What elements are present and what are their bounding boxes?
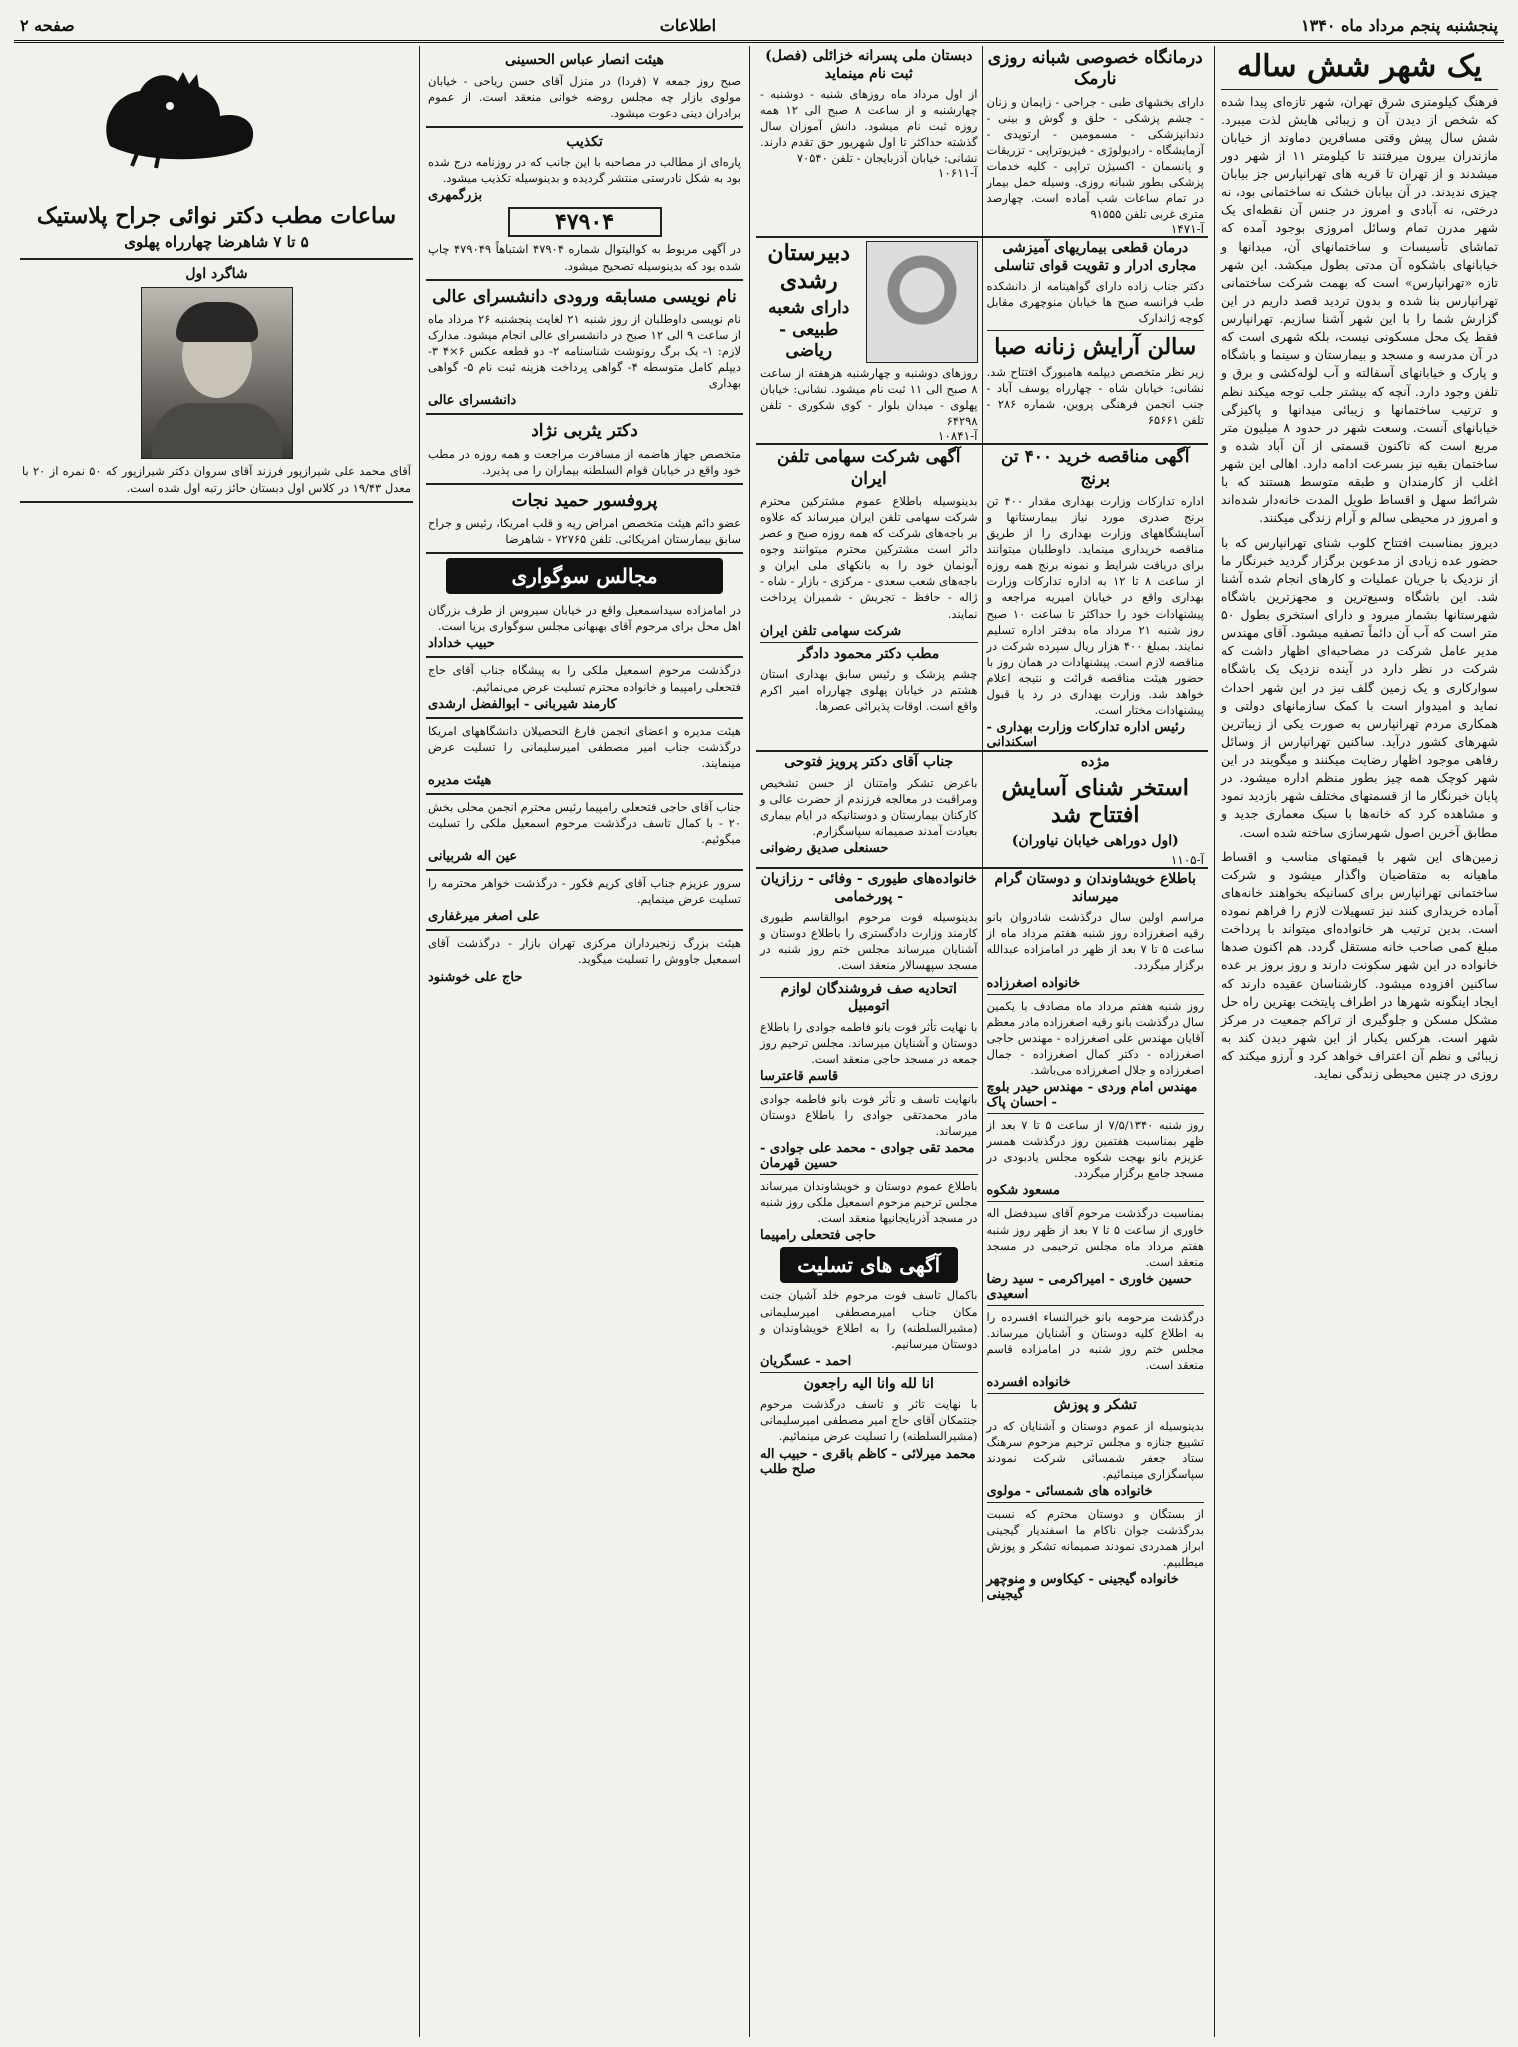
mourn-5-text: سرور عزیزم جناب آقای کریم فکور - درگذشت خواهر محترمه را تسلیت عرض مینمایم. [428, 876, 741, 907]
phone-company-text: بدینوسیله باطلاع عموم مشترکین محترم شرکت سهامی تلفن ایران میرساند که علاوه بر باجه‌های شرکت که همه روزه صبح و عصر دائر است مشترکین محترم میتوانند وجوه آبونمان خود را به بانکهای ملی ایران و باجه‌های شعب سعدی - مرکزی - بازار - شاه - ژاله - حافظ - تجریش - شمیران پرداخت نمایند. [760, 493, 978, 621]
feature-title: یک شهر شش ساله [1237, 49, 1482, 84]
page-number: صفحه ۲ [20, 15, 75, 35]
pool-ref: آ-۱۱۰۵ [1170, 853, 1204, 868]
mourn-4 [426, 795, 743, 871]
narmak-clinic-title: درمانگاه خصوصی شبانه روزی نارمک [987, 48, 1203, 90]
pool-title: استخر شنای آسایش افتتاح شد [1001, 774, 1189, 829]
treatment-text: دکتر جناب زاده دارای گواهینامه از دانشکده طب فرانسه صبح ها خیابان منوچهری مقابل کوچه ژاندارک [986, 279, 1204, 326]
obit-f2-text: روز شنبه هفتم مرداد ماه مصادف با یکمین سال درگذشت بانو رقیه اصغرزاده مادر معظم آقایان مهندس علی اصغرزاده - مهندس حاجی اصغرزاده - دکتر کمال اصغرزاده - جمال اصغرزاده و جلال اصغرزاده می‌باشد. [986, 998, 1204, 1077]
saba-salon-text: زیر نظر متخصص دیپلمه هامبورگ افتتاح شد. نشانی: خیابان شاه - چهارراه یوسف آباد - جنب انجمن فرهنگی پروین، شماره ۲۸۶ - تلفن ۶۵۶۶۱ [986, 365, 1204, 428]
fasl-school-text: از اول مرداد ماه روزهای شنبه - دوشنبه - چهارشنبه و از ساعت ۸ صبح الی ۱۲ همه روزه ثبت نام میشود. دانش آموزان سال گذشته حداکثر تا اول شهریور حق تقدم دارند. نشانی: خیابان آذربایجان - تلفن ۷۰۵۴۰ [760, 87, 978, 166]
thanks-signature: حسنعلی صدیق رضوانی [760, 841, 889, 857]
rooster-logo [20, 46, 413, 196]
rice-tender-signature: رئیس اداره تدارکات وزارت بهداری - اسکندانی [986, 720, 1185, 751]
roshdi-school-text: روزهای دوشنبه و چهارشنبه هرهفته از ساعت ۸ صبح الی ۱۱ ثبت نام میشود. نشانی: خیابان پهلوی - میدان بلوار - کوی شکوری - تلفن ۶۴۲۹۸ [760, 366, 978, 429]
navai-clinic-title: ساعات مطب دکتر نوائی جراح پلاستیک [36, 203, 397, 229]
top-student-title: شاگرد اول [185, 265, 248, 282]
obit-mid5-signature: احمد - عسگریان [760, 1353, 852, 1369]
mourn-3-signature: هیئت مدیره [428, 772, 492, 788]
obit-mid6-title: انا لله وانا الیه راجعون [803, 1375, 934, 1392]
obit-mid4-text: باطلاع عموم دوستان و خویشاوندان میرساند مجلس ترحیم مرحوم اسمعیل ملکی روز شنبه در مسجد آذربایجانیها منعقد است. [760, 1179, 978, 1226]
obit-mid2-text: با نهایت تأثر فوت بانو فاطمه جوادی را باطلاع دوستان و آشنایان میرساند. مجلس ترحیم روز جمعه در مسجد حاجی منعقد است. [760, 1019, 978, 1066]
obit-f3-text: روز شنبه ۷/۵/۱۳۴۰ از ساعت ۵ تا ۷ بعد از ظهر بمناسبت هفتمین روز درگذشت همسر عزیزم بانو بهجت شکوه مجلس یادبودی در مسجد جامع برگزار میگردد. [986, 1118, 1204, 1181]
saba-salon-title: سالن آرایش زنانه صبا [994, 333, 1197, 360]
top-student-text: آقای محمد علی شیرازپور فرزند آقای سروان دکتر شیرازپور که ۵۰ نمره از ۲۰ با معدل ۱۹/۴۳ در کلاس اول دبستان حائز رتبه اول شده است. [22, 464, 412, 495]
column-feature [1214, 46, 1504, 2037]
obit-f2-signature: مهندس امام وردی - مهندس حیدر بلوچ - احسان پاک [986, 1080, 1198, 1111]
feature-text-1: فرهنگ کیلومتری شرق تهران، شهر تازه‌ای پیدا شده که شخص از دیدن آن و زیبائی هایش لذت میبرد. شش سال پیش وقتی مسافرین دماوند از خیابان مازندران بیرون میرفتند تا کیلومتر ۱۱ از شهر دور میشدند و از تهران تا قریه های تهرانپارس جز بیابان چیزی ندیدند. در آن بیابان خشک نه ساختمانی بود، نه درختی، نه آبادی و امروز در جنس آن نقطه‌ای یک شهر مدرن تمام وسائل امروزی بوجود آمده که تماشای تأسیسات و ساختمانهای آن، میدانها و خیابانهای باشکوه آن مدتی بطول میکشد. این شهر تازه «تهرانپارس» است که بهمت شرکت ساختمانی تهرانپارس بنا شده و بدون تردید قصد داریم در این گزارش شما را با این شهر آشنا سازیم. تهرانپارس فقط یک محل مسکونی نیست، بلکه شهری است که در آن مدرسه و مسجد و بیمارستان و سینما و باشگاه و پارک و خیابانهای آسفالته و آب لوله‌کشی و برق و تلفن وجود دارد. آنچه که بیشتر جلب توجه میکند نظم و ترتیب ساختمانها و زیبائی میدانها و پاکیزگی خیابانهای آنست. وسعت شهر در حدود ۸ میلیون متر مربع است که تاکنون قسمتی از آن آباد شده و ساختمان بقیه نیز بسرعت ادامه دارد. اهالی این شهر اغلب از کارمندان و طبقه متوسط هستند که با شرائط سهل و اقساط طویل المدت خانه‌دار شده‌اند و امروز در محیطی سالم و آرام زندگی میکنند. [1221, 93, 1499, 526]
navai-clinic-ad [20, 196, 413, 260]
yasrebi-ad [426, 415, 743, 484]
obit-f6-text: بدینوسیله از عموم دوستان و آشنایان که در تشییع جنازه و مجلس ترحیم مرحوم سرهنگ ستاد جعفر شمسائی شرکت نمودند سپاسگزاری مینمائیم. [986, 1418, 1204, 1481]
pool-kicker: مژده [1080, 754, 1110, 771]
rice-tender-ad [983, 445, 1209, 750]
condolence-banner: آگهی های تسلیت [780, 1247, 958, 1283]
denial-notice [426, 128, 743, 281]
roshdi-school-subtitle: دارای شعبه طبیعی - ریاضی [768, 298, 850, 361]
treatment-title: درمان قطعی بیماریهای آمیزشی مجاری ادرار و تقویت قوای تناسلی [994, 240, 1197, 274]
obit-mid5-text: باکمال تاسف فوت مرحوم خلد آشیان جنت مکان جناب امیرمصطفی امیرسلیمانی (مشیرالسلطنه) را به اطلاع خویشاوندان و دوستان میرسانیم. [760, 1288, 978, 1351]
navai-clinic-address: ۵ تا ۷ شاهرضا چهارراه پهلوی [124, 232, 309, 251]
ticket-text: در آگهی مربوط به کوالیتوال شماره ۴۷۹۰۴ اشتباهاً ۴۷۹۰۴۹ چاپ شده بود که بدینوسیله تصحیح میشود. [428, 242, 741, 273]
mourning-banner: مجالس سوگواری [446, 558, 723, 594]
obit-mid6-signature: محمد میرلائی - کاظم باقری - حبیب اله صلح طلب [760, 1446, 976, 1477]
page-header [14, 10, 1504, 43]
exam-text: نام نویسی داوطلبان از روز شنبه ۲۱ لغایت پنجشنبه ۲۶ مرداد ماه از ساعت ۹ الی ۱۲ صبح در دانشسرای عالی انجام میشود. مدارک لازم: ۱- یک برگ رونوشت شناسنامه ۲- دو قطعه عکس ۶×۴ ۳- دیپلم کامل متوسطه ۴- گواهی پرداخت هزینه ثبت نام ۵- گواهی بهداری [428, 311, 742, 391]
top-student-ad [20, 260, 413, 503]
obit-f5-signature: خانواده افسرده [986, 1375, 1071, 1391]
obit-f6-signature: خانواده های شمسائی - مولوی [986, 1484, 1153, 1500]
feature-text-3: زمین‌های این شهر با قیمتهای مناسب و اقساط ماهیانه به متقاضیان واگذار میشود و شرکت ساختمانی تهرانپارس برای کسانیکه بخواهند خانه‌های آماده خریداری کنند نیز تسهیلات لازم را فراهم نموده است. بدین ترتیب هر خانواده‌ای میتواند با پرداخت مبلغ کمی صاحب خانه مستقل گردد. هم اکنون صدها خانواده در این شهر سکونت دارند و روز بروز بر عده ساکنین افزوده میشود. کارشناسان عقیده دارند که ایجاد اینگونه شهرها در اطراف پایتخت بهترین راه حل مشکل مسکن و جلوگیری از تراکم جمعیت در مرکز شهر است. هرکس یکبار از این شهر دیدن کند به زیبائی و نظم آن اعتراف خواهد کرد و آرزو میکند که روزی در چنین محیطی زندگی نماید. [1221, 848, 1498, 1082]
obit-f4-signature: حسین خاوری - امیراکرمی - سید رضا اسعیدی [986, 1271, 1192, 1302]
phone-company-title: آگهی شرکت سهامی تلفن ایران [777, 447, 961, 489]
column-left [14, 46, 419, 2037]
denial-title: تکذیب [566, 133, 603, 150]
yasrebi-title: دکتر یثربی نژاد [531, 421, 638, 442]
mourn-5-signature: علی اصغر میرغفاری [428, 909, 540, 925]
obit-f7-text: از بستگان و دوستان محترم که نسبت بدرگذشت جوان ناکام ما اسفندیار گیجینی ابراز همدردی نمودند صمیمانه تشکر و پوزش میطلبیم. [986, 1507, 1204, 1570]
mourn-2 [426, 658, 743, 718]
mourn-1 [426, 598, 743, 658]
fasl-school-ref: آ-۱۰۶۱۱ [937, 166, 978, 181]
roshdi-school-ref: آ-۱۰۸۴۱ [937, 429, 978, 444]
obit-mid2-signature: قاسم قاعترسا [760, 1068, 839, 1084]
obit-f7-signature: خانواده گیجینی - کیکاوس و منوچهر گیجینی [986, 1572, 1179, 1603]
rice-tender-title: آگهی مناقصه خرید ۴۰۰ تن برنج [1000, 447, 1190, 489]
mourn-4-text: جناب آقای حاجی فتحعلی رامپیما رئیس محترم انجمن محلی بخش ۲۰ - با کمال تاسف درگذشت مرحوم اسمعیل ملکی را تسلیت میگوئیم. [428, 799, 741, 847]
fasl-school-ad [756, 46, 983, 236]
thanks-text: باعرض تشکر وامتنان از حسن تشخیص ومراقبت در معالجه فرزندم از حضرت عالی و کارکنان بیمارستان و دوستانیکه در ایام بیماری بعیادت آمدند صمیمانه سپاسگزارم. [760, 775, 978, 838]
fasl-school-title: دبستان ملی پسرانه خزائلی (فصل) ثبت نام مینماید [765, 48, 973, 82]
obit-f1-title: باطلاع خویشاوندان و دوستان گرام میرساند [994, 871, 1196, 905]
mourn-6-text: هیئت بزرگ زنجیرداران مرکزی تهران بازار - درگذشت آقای اسمعیل جاووش را تسلیت میگوید. [428, 936, 741, 967]
thanks-ad [756, 752, 983, 867]
ansar-title: هیئت انصار عباس الحسینی [505, 52, 664, 68]
founder-portrait [866, 241, 978, 363]
obit-f6-title: تشکر و پوزش [1053, 1397, 1137, 1414]
column-ads-a [749, 46, 1214, 2037]
narmak-clinic-ref: آ-۱۴۷۱ [1170, 222, 1204, 237]
pool-opening-ad [983, 752, 1209, 867]
obit-f5-text: درگذشت مرحومه بانو خیرالنساء افسرده را به اطلاع کلیه دوستان و آشنایان میرساند. مجلس ختم روز شنبه در امامزاده قاسم منعقد است. [986, 1309, 1204, 1373]
narmak-clinic-ad [983, 46, 1209, 236]
dadgar-office-text: چشم پزشک و رئیس سابق بهداری استان هشتم در خیابان پهلوی چهارراه امیر اکرم واقع است. اوقات پذیرائی عصرها. [760, 667, 978, 714]
narmak-clinic-text: دارای بخشهای طبی - جراحی - زایمان و زنان - چشم پزشکی - حلق و گوش و بینی - دندانپزشکی - مسمومین - ارتوپدی - آزمایشگاه - رادیولوژی - فیزیوتراپی - تزریقات و پانسمان - اکسیژن تراپی - کلیه خدمات پزشکی بطور شبانه روزی. وسیله حمل بیمار در تمام ساعات شب آماده است. چهارصد متری غربی تلفن ۹۱۵۵۵ [986, 94, 1204, 222]
obit-mid6-text: با نهایت تاثر و تاسف درگذشت مرحوم جنتمکان آقای حاج امیر مصطفی امیرسلیمانی (مشیرالسلطنه) را تسلیت عرض مینمائیم. [760, 1397, 978, 1444]
obit-mid2-title: اتحادیه صف فروشندگان لوازم اتومبیل [780, 980, 957, 1015]
ansar-ad [426, 46, 743, 128]
ansar-text: صبح روز جمعه ۷ (فردا) در منزل آقای حسن ریاحی - خیابان مولوی بازار چه مجلس روضه خوانی منعقد است. از عموم برادران دینی دعوت میشود. [428, 73, 741, 120]
denial-text: پاره‌ای از مطالب در مصاحبه با این جانب که در روزنامه درج شده بود به شکل نادرستی منتشر گردیده و بدینوسیله تکذیب میشود. [428, 155, 741, 186]
rooster-icon [80, 66, 270, 176]
najat-text: عضو دائم هیئت متخصص امراض ریه و قلب امریکا، رئیس و جراح سابق بیمارستان امریکائی. تلفن ۷۲۷۶۵ - شاهرضا [428, 516, 741, 547]
yasrebi-text: متخصص جهاز هاضمه از مسافرت مراجعت و همه روزه در مطب خود واقع در خیابان قوام السلطنه بیماران را می پذیرد. [428, 446, 741, 477]
obit-f1-text: مراسم اولین سال درگذشت شادروان بانو رقیه اصغرزاده روز شنبه هفتم مرداد ماه از ساعت ۵ تا ۷ بعد از ظهر در امامزاده عبدالله برگزار میگردد. [986, 910, 1204, 973]
mourn-4-signature: عین اله شربیانی [428, 849, 518, 865]
dadgar-office-title: مطب دکتر محمود دادگر [798, 645, 940, 662]
najat-ad [426, 485, 743, 554]
obit-mid3-signature: محمد تقی جوادی - محمد علی جوادی - حسین قهرمان [760, 1141, 975, 1172]
student-photo [141, 287, 293, 459]
exam-ad [426, 281, 743, 416]
obit-f3-signature: مسعود شکوه [986, 1183, 1060, 1199]
mourn-3 [426, 719, 743, 795]
treatment-ad [983, 238, 1209, 443]
phone-company-signature: شرکت سهامی تلفن ایران [760, 623, 902, 639]
phone-company-ad [756, 445, 983, 750]
mourn-2-text: درگذشت مرحوم اسمعیل ملکی را به پیشگاه جناب آقای حاج فتحعلی رامپیما و خانواده محترم تسلیت عرض می‌نمائیم. [428, 663, 741, 694]
obit-f1-signature: خانواده اصغرزاده [986, 975, 1081, 991]
pool-subtitle: (اول دوراهی خیابان نیاوران) [1011, 832, 1179, 849]
feature-text-2: دیروز بمناسبت افتتاح کلوب شنای تهرانپارس که با حضور عده زیادی از مدعوین برگزار گردید خبرنگار ما از نزدیک با جریان عملیات و کارهای انجام شده آشنا شد. این باشگاه وسیع‌ترین و مجهزترین باشگاه شهرستانها بشمار میرود و دارای استخری بطول ۵۰ متر است که آب آن دائماً تصفیه میشود. آقای مهندس مدیر عامل شرکت در مصاحبه‌ای اظهار داشت که شرکت در نظر دارد در آینده نزدیک یک باشگاه سوارکاری و یک زمین گلف نیز در این شهر احداث نماید و امیدوار است با کمک سازمانهای دولتی و همکاری مردم تهرانپارس به صورت یکی از زیباترین شهرهای کشور درآید. ساکنین تهرانپارس از وسائل رفاهی موجود اظهار رضایت میکنند و میگویند در این شهر کوچک همه چیز بطور منظم اداره میشود. در پایان خبرنگار ما از قسمتهای مختلف شهر بازدید نمود و مشاهده کرد که خانه‌ها با سبک معماری جدید و مطابق آخرین اصول شهرسازی ساخته شده است. [1221, 534, 1498, 840]
exam-signature: دانشسرای عالی [428, 393, 517, 409]
ticket-number: ۴۷۹۰۴ [508, 207, 662, 237]
obit-block-a [983, 869, 1209, 1602]
obit-mid4-signature: حاجی فتحعلی رامپیما [760, 1228, 877, 1244]
roshdi-school-ad [756, 238, 983, 443]
mourn-6 [426, 931, 743, 989]
exam-title: نام نویسی مسابقه ورودی دانشسرای عالی [432, 286, 737, 307]
mourn-1-signature: حبیب خداداد [428, 636, 495, 652]
mourn-3-text: هیئت مدیره و اعضای انجمن فارغ التحصیلان دانشگاههای امریکا درگذشت جناب امیر مصطفی امیرسلیمانی را تسلیت عرض مینمایند. [428, 723, 741, 770]
najat-title: پروفسور حمید نجات [511, 490, 658, 511]
obit-mid3-text: بانهایت تاسف و تأثر فوت بانو فاطمه جوادی مادر محمدتقی جوادی را باطلاع دوستان میرساند. [760, 1091, 978, 1139]
obit-block-b [756, 869, 983, 1602]
roshdi-school-title: دبیرستان رشدی [767, 240, 851, 294]
denial-signature: بزرگمهری [428, 188, 483, 204]
obit-mid1-title: خانواده‌های طیوری - وفائی - رزازیان - پورخمامی [760, 871, 977, 905]
mourn-6-signature: حاج علی خوشنود [428, 969, 523, 985]
mourn-2-signature: کارمند شیربانی - ابوالفضل ارشدی [428, 696, 617, 712]
mourn-5 [426, 871, 743, 931]
rice-tender-text: اداره تدارکات وزارت بهداری مقدار ۴۰۰ تن برنج صدری مورد نیاز بیمارستانها و آسایشگاههای وزارت بهداری را از طریق مناقصه خریداری مینماید. داوطلبان میتوانند برای دریافت شرایط و نمونه برنج همه روزه از ساعت ۸ تا ۱۲ به اداره تدارکات وزارت بهداری واقع در خیابان امیریه مراجعه و پیشنهادات خود را حداکثر تا ساعت ۱۰ صبح روز شنبه ۲۱ مرداد ماه بدفتر اداره تسلیم نمایند. بمبلغ ۴۰۰ هزار ریال سپرده شرکت در مناقصه لازم است. پیشنهادات در همان روز با حضور هیئت مناقصه قرائت و نتیجه اعلام خواهد شد. وزارت بهداری در رد یا قبول پیشنهادات مختار است. [986, 493, 1204, 718]
paper-name: اطلاعات [659, 15, 717, 35]
obit-mid1-text: بدینوسیله فوت مرحوم ابوالقاسم طیوری کارمند وزارت دادگستری را باطلاع دوستان و آشنایان میرساند مجلس ختم روز شنبه در مسجد سپهسالار منعقد است. [760, 910, 978, 973]
obit-f4-text: بمناسبت درگذشت مرحوم آقای سیدفضل اله خاوری از ساعت ۵ تا ۷ بعد از ظهر روز شنبه هفتم مرداد ماه مجلس ترحیمی در مسجد منعقد است. [986, 1206, 1205, 1269]
issue-date: پنجشنبه پنجم مرداد ماه ۱۳۴۰ [1301, 15, 1498, 35]
mourn-1-text: در امامزاده سیداسمعیل واقع در خیابان سیروس از طرف بزرگان اهل محل برای مرحوم آقای بهبهانی مجلس سوگواری برپا است. [428, 603, 741, 634]
thanks-title: جناب آقای دکتر پرویز فتوحی [784, 754, 954, 771]
column-ads-b [419, 46, 749, 2037]
